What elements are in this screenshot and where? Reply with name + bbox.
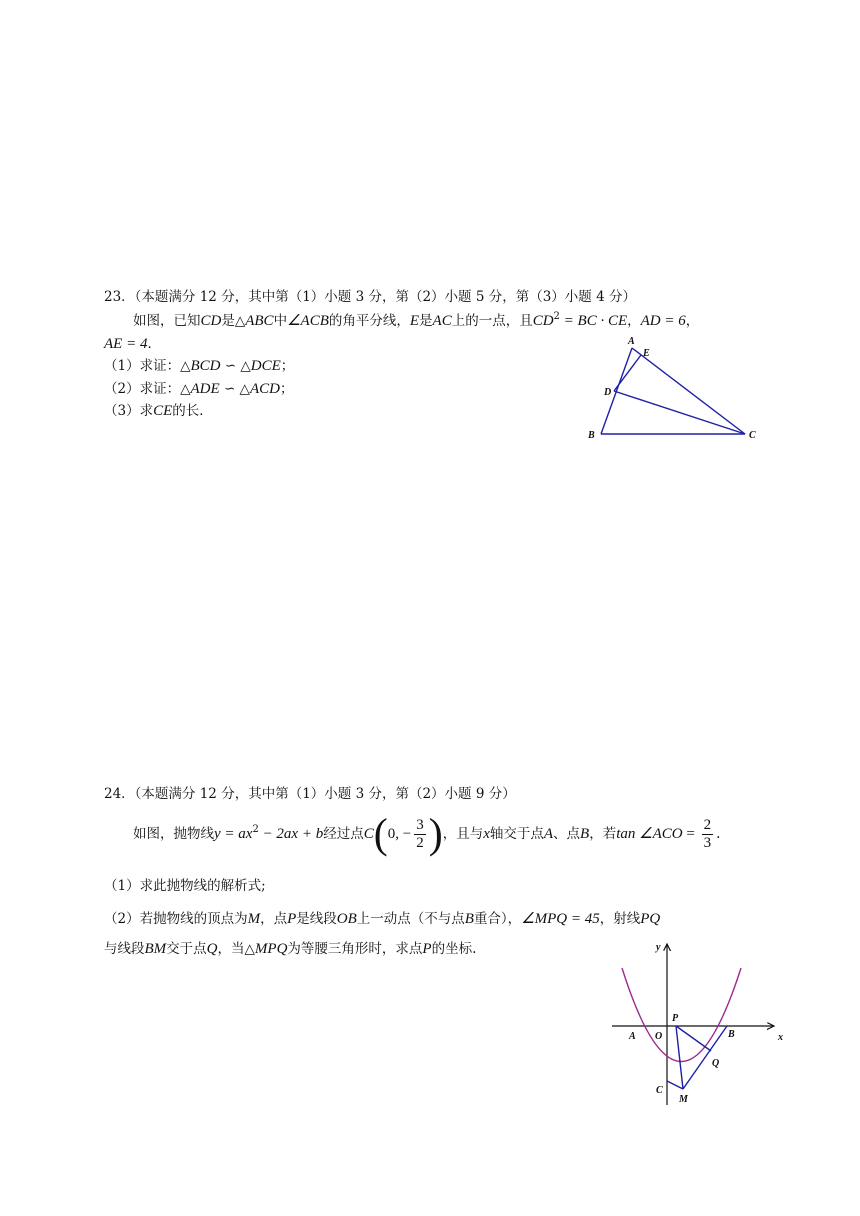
q23-part-1: （1）求证：△BCD ∽ △DCE； <box>104 358 295 374</box>
label-x: x <box>778 1032 783 1043</box>
label-b: B <box>588 430 595 441</box>
label-a: A <box>628 336 635 347</box>
label-o: O <box>655 1031 663 1042</box>
label-a: A <box>629 1031 636 1042</box>
q24-stem: 如图，抛物线$y = ax^2 - 2ax + b$经过点C(0, − $\frac{3}{2}$ )，且与x轴交于点A、点B，若tan ∠ACO = $\frac{2}{3}$ . <box>133 811 721 858</box>
q24-header: 24．（本题满分 12 分，其中第（1）小题 3 分，第（2）小题 9 分） <box>104 786 516 802</box>
label-p: P <box>672 1013 679 1024</box>
q23-header: 23．（本题满分 12 分，其中第（1）小题 3 分，第（2）小题 5 分，第（3）小题 4 分） <box>104 289 636 305</box>
q23-stem-line1: 如图，已知CD是△ABC中∠ACB的角平分线，E是AC上的一点，且$CD^2$ = BC · CE，AD = 6， <box>133 311 700 329</box>
label-c: C <box>749 430 756 441</box>
q23-part-2: （2）求证：△ADE ∽ △ACD； <box>104 381 294 397</box>
q24-part-2-line1: （2）若抛物线的顶点为M，点P是线段OB上一动点（不与点B重合），∠MPQ = 45，射线PQ <box>104 911 661 927</box>
q23-part-3: （3）求CE的长． <box>104 403 213 419</box>
label-m: M <box>679 1094 688 1105</box>
seg-pq <box>676 1026 711 1051</box>
label-c: C <box>656 1085 663 1096</box>
q24-part-2-line2: 与线段BM交于点Q，当△MPQ为等腰三角形时，求点P的坐标. <box>104 941 477 957</box>
label-q: Q <box>712 1058 720 1069</box>
q23-stem-line2: AE = 4． <box>104 336 161 352</box>
label-d: D <box>604 387 612 398</box>
frac-2-3: $\frac{2}{3}$ <box>703 817 712 851</box>
label-b: B <box>728 1029 735 1040</box>
seg-cm <box>667 1081 683 1089</box>
frac-3-2: $\frac{3}{2}$ <box>416 817 424 851</box>
label-e: E <box>643 348 650 359</box>
label-y: y <box>656 942 661 953</box>
parabola <box>622 968 741 1062</box>
seg-pm <box>676 1026 683 1089</box>
q24-part-1: （1）求此抛物线的解析式; <box>104 878 266 894</box>
